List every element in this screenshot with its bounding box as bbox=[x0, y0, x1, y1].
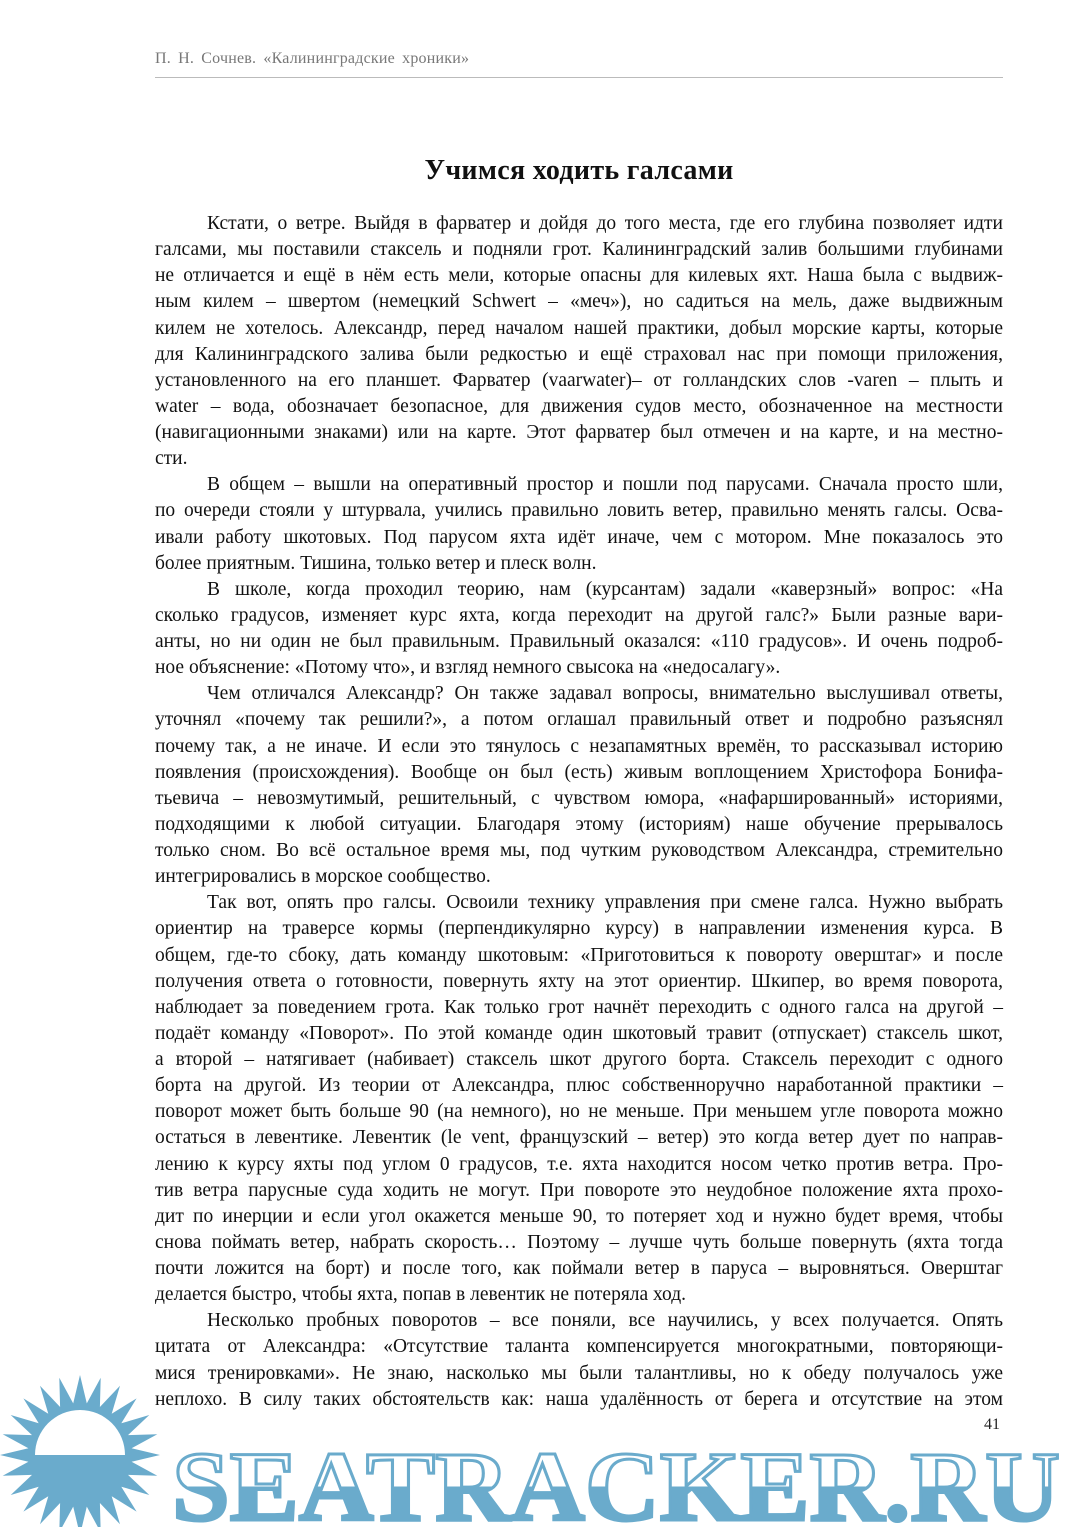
text-line: тив ветра парусные суда ходить не могут. При повороте это неудобное положение яхта прохо- bbox=[155, 1179, 1003, 1201]
text-line: для Калининградского залива были редкостью и ещё страховал нас при помощи приложения, bbox=[155, 343, 1003, 365]
text-line: почему так, а не иначе. И если это тянулось с незапамятных времён, то рассказывал историю bbox=[155, 735, 1003, 757]
text-line: анты, но ни один не был правильным. Правильный оказался: «110 градусов». И очень подроб- bbox=[155, 631, 1003, 652]
text-line: только сном. Во всё остальное время мы, под чутким руководством Александра, стремительно bbox=[155, 840, 1003, 861]
text-line: остаться в левентике. Левентик (le vent, французский – ветер) это когда ветер дует по направ- bbox=[155, 1127, 1003, 1149]
page-number: 41 bbox=[984, 1416, 1000, 1433]
text-line: делается быстро, чтобы яхта, попав в левентик не потеряла ход. bbox=[155, 1284, 687, 1306]
text-line: подаёт команду «Поворот». По этой команде один шкотовый травит (отпускает) стаксель шкот, bbox=[155, 1022, 1003, 1044]
text-line: сколько градусов, изменяет курс яхта, когда переходит на другой галс?» Были разные вари- bbox=[155, 604, 1003, 626]
text-line: ивали работу шкотовых. Под парусом яхта идёт иначе, чем с мотором. Мне показалось это bbox=[155, 526, 1003, 548]
text-line: получения ответа о готовности, повернуть яхту на этот ориентир. Шкипер, во время поворота, bbox=[155, 970, 1003, 992]
text-line: наблюдает за поведением грота. Как только грот начнёт переходить с одного галса на другой – bbox=[155, 996, 1003, 1018]
text-line: лению к курсу яхты под углом 0 градусов, т.е. яхта находится носом четко против ветра. Про- bbox=[155, 1153, 1003, 1175]
sun-icon bbox=[0, 1375, 160, 1527]
text-line: килем не хотелось. Александр, перед началом нашей практики, добыл морские карты, которые bbox=[155, 317, 1003, 339]
text-line: а второй – натягивает (набивает) стаксель шкот другого борта. Стаксель переходит с одного bbox=[155, 1049, 1003, 1070]
text-line: не отличается и ещё в нём есть мели, которые опасны для килевых яхт. Наша была с выдвиж- bbox=[155, 265, 1003, 287]
text-line: тьевича – невозмутимый, решительный, с чувством юмора, «нафаршированный» историями, bbox=[155, 787, 1003, 809]
text-line: Кстати, о ветре. Выйдя в фарватер и дойдя до того места, где его глубина позволяет идти bbox=[207, 213, 1003, 234]
body-text bbox=[155, 211, 1003, 1413]
paragraph bbox=[155, 681, 1003, 890]
text-line: снова поймать ветер, набрать скорость… Поэтому – лучше чуть больше повернуть (яхта тогда bbox=[155, 1231, 1003, 1253]
text-line: неплохо. В силу таких обстоятельств как: наша удалённость от берега и отсутствие на этом bbox=[155, 1388, 1003, 1410]
chapter-title: Учимся ходить галсами bbox=[424, 155, 734, 186]
text-line: борта на другой. Из теории от Александра, плюс собственноручно наработанной практики – bbox=[155, 1075, 1003, 1097]
text-line: общем, где-то сбоку, дать команду шкотовым: «Приготовиться к повороту оверштаг» и после bbox=[155, 944, 1003, 966]
watermark-logo bbox=[0, 1360, 1080, 1527]
text-line: цитата от Александра: «Отсутствие таланта компенсируется многократными, повторяющи- bbox=[155, 1336, 1003, 1358]
paragraph bbox=[155, 211, 1003, 472]
text-line: Несколько пробных поворотов – все поняли, все научились, у всех получается. Опять bbox=[207, 1310, 1003, 1332]
text-line: дит по инерции и если угол окажется меньше 90, то потеряет ход и нужно будет время, чтобы bbox=[155, 1205, 1003, 1227]
text-line: Так вот, опять про галсы. Освоили технику управления при смене галса. Нужно выбрать bbox=[207, 892, 1003, 914]
text-line: water – вода, обозначает безопасное, для движения судов место, обозначенное на местности bbox=[155, 395, 1003, 417]
text-line: мися тренировками». Не знаю, насколько мы были талантливы, но к обеду получалось уже bbox=[155, 1362, 1003, 1384]
text-line: подходящими к любой ситуации. Благодаря этому (историям) наше обучение прерывалось bbox=[155, 813, 1003, 835]
text-line: ное объяснение: «Потому что», и взгляд немного свысока на «недосалагу». bbox=[155, 657, 781, 679]
text-line: Чем отличался Александр? Он также задавал вопросы, внимательно выслушивал ответы, bbox=[207, 683, 1003, 705]
text-line: интегрировались в морское сообщество. bbox=[155, 866, 491, 888]
text-line: уточнял «почему так решили?», а потом оглашал правильный ответ и подробно разъяснял bbox=[155, 709, 1003, 731]
text-line: ориентир на траверсе кормы (перпендикулярно курсу) в направлении изменения курса. В bbox=[155, 918, 1003, 940]
text-line: поворот может быть больше 90 (на немного), но не меньше. При меньшем угле поворота можно bbox=[155, 1101, 1003, 1123]
paragraph bbox=[155, 472, 1003, 577]
running-header bbox=[155, 50, 1003, 78]
watermark-text: SEATRACKER.RU bbox=[172, 1431, 1060, 1527]
text-line: по очереди стояли у штурвала, учились правильно ловить ветер, правильно менять галсы. Осва- bbox=[155, 500, 1003, 522]
text-line: (навигационными знаками) или на карте. Этот фарватер был отмечен и на карте, и на местно- bbox=[155, 422, 1003, 443]
running-header-text: П. Н. Сочнев. «Калининградские хроники» bbox=[155, 50, 470, 67]
text-line: почти ложится на борт) и после того, как поймали ветер в паруса – выровняться. Оверштаг bbox=[155, 1258, 1003, 1279]
paragraph bbox=[155, 577, 1003, 682]
text-line: В общем – вышли на оперативный простор и пошли под парусами. Сначала просто шли, bbox=[207, 474, 1003, 496]
text-line: сти. bbox=[155, 448, 188, 470]
text-line: В школе, когда проходил теорию, нам (курсантам) задали «каверзный» вопрос: «На bbox=[207, 578, 1003, 600]
text-line: появления (происхождения). Вообще он был (есть) живым воплощением Христофора Бонифа- bbox=[155, 761, 1003, 783]
text-line: галсами, мы поставили стаксель и подняли грот. Калининградский залив большими глубинами bbox=[155, 239, 1003, 261]
text-line: установленного на его планшет. Фарватер (vaarwater)– от голландских слов -varen – плыть и bbox=[155, 369, 1003, 391]
text-line: ным килем – швертом (немецкий Schwert – «меч»), но садиться на мель, даже выдвижным bbox=[155, 291, 1003, 313]
paragraph bbox=[155, 890, 1003, 1308]
text-line: более приятным. Тишина, только ветер и плеск волн. bbox=[155, 552, 597, 574]
